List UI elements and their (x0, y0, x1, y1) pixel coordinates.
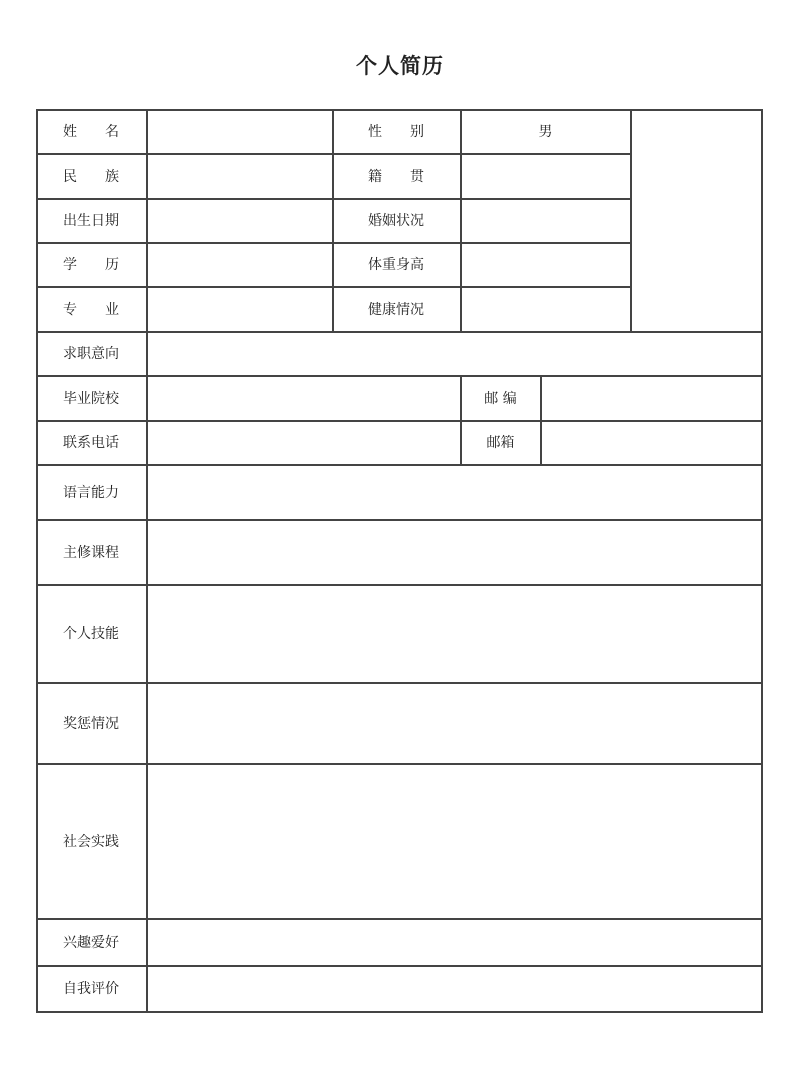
education-label: 学 历 (63, 257, 119, 273)
self-evaluation-label: 自我评价 (63, 981, 119, 997)
major-field[interactable] (147, 287, 332, 331)
hobbies-label: 兴趣爱好 (63, 934, 119, 951)
name-field[interactable] (147, 109, 332, 153)
skills-field[interactable] (147, 584, 761, 682)
name-label: 姓 名 (63, 124, 119, 140)
table-border-right (761, 109, 763, 1013)
birth-date-field[interactable] (147, 198, 332, 242)
hobbies-field[interactable] (147, 918, 761, 965)
ethnicity-field[interactable] (147, 154, 332, 198)
birth-date-label: 出生日期 (63, 213, 119, 229)
courses-field[interactable] (147, 519, 761, 584)
email-label: 邮箱 (486, 435, 515, 451)
phone-label: 联系电话 (63, 435, 119, 451)
native-place-field[interactable] (461, 154, 630, 198)
marital-status-field[interactable] (461, 198, 630, 242)
language-field[interactable] (147, 464, 761, 519)
job-intention-field[interactable] (147, 331, 761, 375)
social-practice-field[interactable] (147, 763, 761, 918)
graduate-school-label: 毕业院校 (63, 391, 119, 407)
language-label: 语言能力 (63, 484, 119, 501)
skills-label: 个人技能 (63, 626, 119, 642)
phone-field[interactable] (147, 420, 460, 464)
native-place-label: 籍 贯 (368, 169, 424, 185)
height-weight-label: 体重身高 (368, 257, 424, 273)
self-evaluation-field[interactable] (147, 965, 761, 1011)
page-title: 个人简历 (356, 54, 444, 78)
courses-label: 主修课程 (63, 544, 119, 561)
postcode-label: 邮 编 (484, 391, 517, 407)
social-practice-label: 社会实践 (63, 833, 119, 850)
graduate-school-field[interactable] (147, 376, 460, 420)
health-field[interactable] (461, 287, 630, 331)
photo-area[interactable] (631, 110, 761, 331)
awards-field[interactable] (147, 682, 761, 763)
height-weight-field[interactable] (461, 242, 630, 286)
ethnicity-label: 民 族 (63, 169, 119, 185)
job-intention-label: 求职意向 (63, 346, 119, 362)
email-field[interactable] (541, 420, 761, 464)
gender-label: 性 别 (368, 124, 424, 140)
health-label: 健康情况 (368, 302, 424, 318)
marital-status-label: 婚姻状况 (368, 213, 424, 229)
postcode-field[interactable] (541, 376, 761, 420)
major-label: 专 业 (63, 302, 119, 318)
education-field[interactable] (147, 242, 332, 286)
gender-field[interactable]: 男 (538, 124, 553, 140)
awards-label: 奖惩情况 (63, 715, 119, 732)
